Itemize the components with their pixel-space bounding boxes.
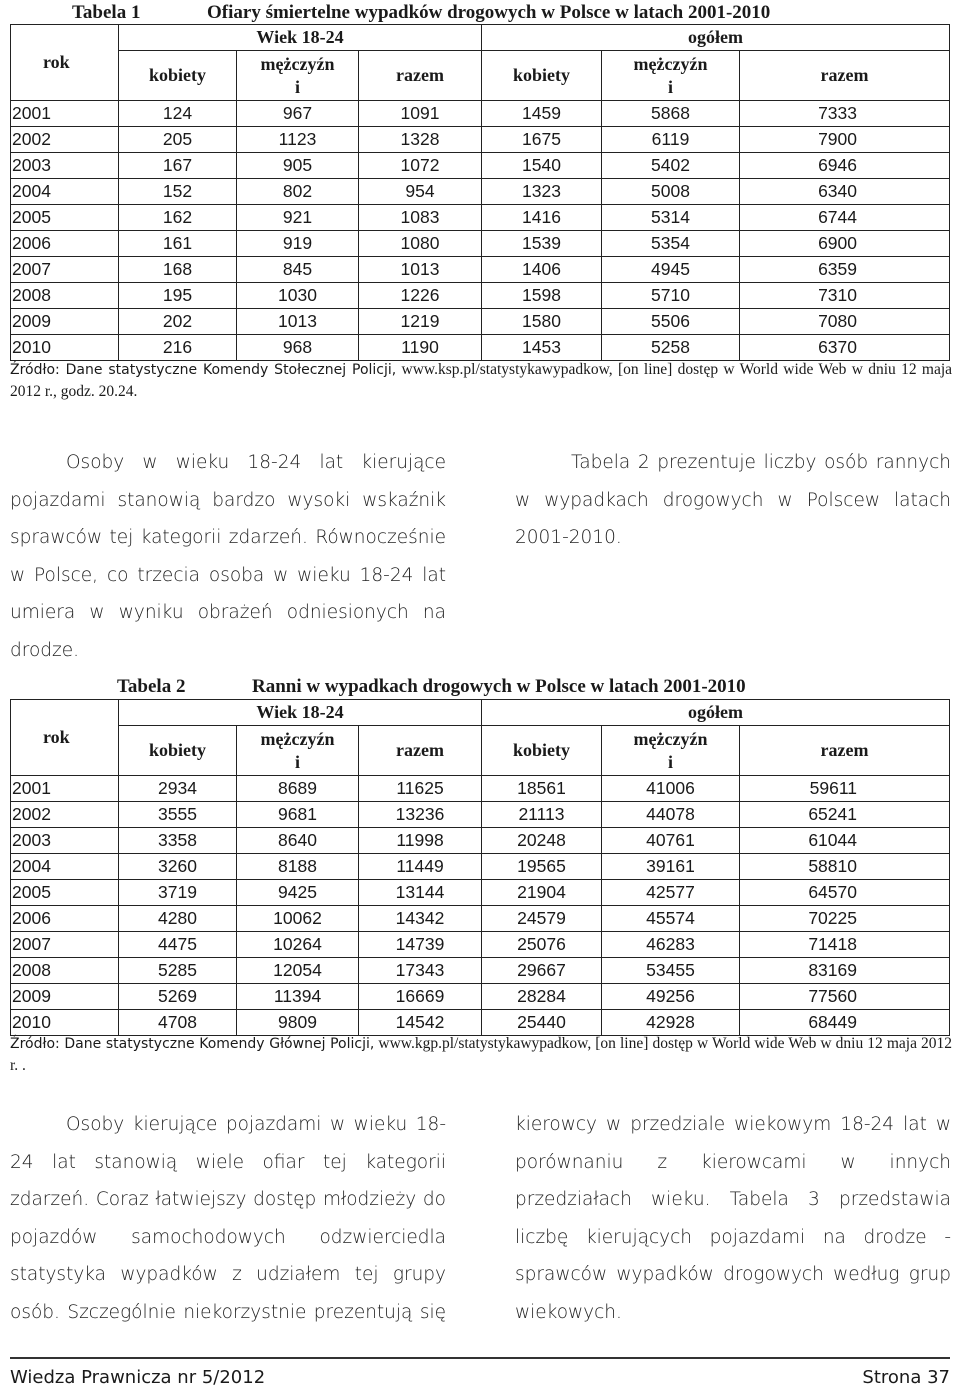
table1-title: Ofiary śmiertelne wypadków drogowych w Polsce w latach 2001-2010 — [207, 2, 771, 23]
table-cell: 10264 — [237, 932, 359, 958]
table-cell: 64570 — [740, 880, 950, 906]
col-kobiety: kobiety — [119, 51, 237, 101]
table-cell: 41006 — [602, 776, 740, 802]
table-cell: 21904 — [482, 880, 602, 906]
table-cell: 70225 — [740, 906, 950, 932]
table-cell: 14542 — [359, 1010, 482, 1036]
table-cell: 39161 — [602, 854, 740, 880]
table-cell: 6946 — [740, 153, 950, 179]
table-cell: 5258 — [602, 335, 740, 361]
table-cell: 205 — [119, 127, 237, 153]
table-cell: 44078 — [602, 802, 740, 828]
table-cell: 1030 — [237, 283, 359, 309]
col-mezczyzni: mężczyźn i — [602, 51, 740, 101]
table-cell: 1219 — [359, 309, 482, 335]
row-year: 2004 — [11, 179, 119, 205]
table-row — [11, 153, 950, 179]
col-mezczyzni: mężczyźn i — [237, 726, 359, 776]
table-row — [11, 932, 950, 958]
table-cell: 77560 — [740, 984, 950, 1010]
table-cell: 3719 — [119, 880, 237, 906]
table2 — [10, 699, 950, 1036]
table-cell: 1540 — [482, 153, 602, 179]
table-cell: 216 — [119, 335, 237, 361]
table-cell: 12054 — [237, 958, 359, 984]
table-cell: 1013 — [237, 309, 359, 335]
col-mezczyzni: mężczyźn i — [602, 726, 740, 776]
table-cell: 4708 — [119, 1010, 237, 1036]
table-cell: 921 — [237, 205, 359, 231]
table1 — [10, 24, 950, 361]
row-year: 2004 — [11, 854, 119, 880]
row-year: 2005 — [11, 205, 119, 231]
table-cell: 59611 — [740, 776, 950, 802]
table-cell: 162 — [119, 205, 237, 231]
table-cell: 46283 — [602, 932, 740, 958]
col-razem: razem — [740, 51, 950, 101]
table-cell: 16669 — [359, 984, 482, 1010]
table-cell: 14342 — [359, 906, 482, 932]
row-year: 2008 — [11, 283, 119, 309]
table-cell: 4475 — [119, 932, 237, 958]
table-cell: 1091 — [359, 101, 482, 127]
table-cell: 919 — [237, 231, 359, 257]
row-year: 2007 — [11, 257, 119, 283]
table-cell: 1013 — [359, 257, 482, 283]
table-cell: 5008 — [602, 179, 740, 205]
table-cell: 6340 — [740, 179, 950, 205]
table-cell: 5506 — [602, 309, 740, 335]
table-cell: 6359 — [740, 257, 950, 283]
table-row — [11, 906, 950, 932]
row-year: 2010 — [11, 1010, 119, 1036]
table-cell: 11449 — [359, 854, 482, 880]
table-cell: 4945 — [602, 257, 740, 283]
table-cell: 6744 — [740, 205, 950, 231]
row-year: 2003 — [11, 153, 119, 179]
table-cell: 5269 — [119, 984, 237, 1010]
table-row — [11, 101, 950, 127]
row-year: 2003 — [11, 828, 119, 854]
table-cell: 5402 — [602, 153, 740, 179]
table-cell: 24579 — [482, 906, 602, 932]
row-year: 2006 — [11, 906, 119, 932]
table-cell: 1226 — [359, 283, 482, 309]
table-cell: 71418 — [740, 932, 950, 958]
table-cell: 9425 — [237, 880, 359, 906]
table-cell: 13236 — [359, 802, 482, 828]
col-rok: rok — [11, 25, 119, 101]
table-cell: 7333 — [740, 101, 950, 127]
table-row — [11, 127, 950, 153]
table-cell: 2934 — [119, 776, 237, 802]
table-cell: 1416 — [482, 205, 602, 231]
table-row — [11, 802, 950, 828]
table-cell: 1323 — [482, 179, 602, 205]
col-kobiety: kobiety — [482, 51, 602, 101]
table-cell: 3358 — [119, 828, 237, 854]
table-row — [11, 309, 950, 335]
col-kobiety: kobiety — [482, 726, 602, 776]
table-cell: 9809 — [237, 1010, 359, 1036]
table-cell: 13144 — [359, 880, 482, 906]
table-cell: 5285 — [119, 958, 237, 984]
table-cell: 5868 — [602, 101, 740, 127]
table-cell: 7080 — [740, 309, 950, 335]
table-cell: 58810 — [740, 854, 950, 880]
table-row — [11, 335, 950, 361]
table-cell: 1459 — [482, 101, 602, 127]
table-cell: 3555 — [119, 802, 237, 828]
table-cell: 65241 — [740, 802, 950, 828]
table-cell: 1453 — [482, 335, 602, 361]
table-cell: 5710 — [602, 283, 740, 309]
table-cell: 42577 — [602, 880, 740, 906]
table-cell: 40761 — [602, 828, 740, 854]
row-year: 2001 — [11, 101, 119, 127]
row-year: 2010 — [11, 335, 119, 361]
table-row — [11, 205, 950, 231]
table-row — [11, 776, 950, 802]
table-row — [11, 179, 950, 205]
footer-page: Strona 37 — [862, 1367, 950, 1388]
group-wiek: Wiek 18-24 — [119, 700, 482, 726]
table-cell: 25440 — [482, 1010, 602, 1036]
table-cell: 6900 — [740, 231, 950, 257]
table-cell: 954 — [359, 179, 482, 205]
table-cell: 6119 — [602, 127, 740, 153]
row-year: 2006 — [11, 231, 119, 257]
table-row — [11, 283, 950, 309]
table-cell: 9681 — [237, 802, 359, 828]
table-cell: 1080 — [359, 231, 482, 257]
table-cell: 8689 — [237, 776, 359, 802]
table-cell: 124 — [119, 101, 237, 127]
table-cell: 11998 — [359, 828, 482, 854]
table-cell: 42928 — [602, 1010, 740, 1036]
para1-left: Osoby w wieku 18-24 lat kierujące pojazdami stanowią bardzo wysoki wskaźnik sprawców tej kategorii zdarzeń. Równocześnie w Polsce, co trzecia osoba w wieku 18-24 lat umiera w wyniku obrażeń odniesionych na drodze. — [10, 452, 446, 661]
table-cell: 152 — [119, 179, 237, 205]
row-year: 2001 — [11, 776, 119, 802]
table-cell: 802 — [237, 179, 359, 205]
table-cell: 1083 — [359, 205, 482, 231]
table-row — [11, 880, 950, 906]
table-row — [11, 1010, 950, 1036]
table-cell: 167 — [119, 153, 237, 179]
col-mezczyzni: mężczyźn i — [237, 51, 359, 101]
table-cell: 168 — [119, 257, 237, 283]
table-cell: 161 — [119, 231, 237, 257]
table-cell: 1539 — [482, 231, 602, 257]
row-year: 2009 — [11, 984, 119, 1010]
table-cell: 61044 — [740, 828, 950, 854]
table-cell: 10062 — [237, 906, 359, 932]
table-cell: 5314 — [602, 205, 740, 231]
table-cell: 1598 — [482, 283, 602, 309]
table-cell: 1406 — [482, 257, 602, 283]
table-cell: 14739 — [359, 932, 482, 958]
table-cell: 7900 — [740, 127, 950, 153]
para2-left: Osoby kierujące pojazdami w wieku 18-24 lat stanowią wiele ofiar tej kategorii zdarzeń. Coraz łatwiejszy dostęp młodzieży do pojazdów samochodowych odzwierciedla statystyka wypadków z udziałem tej grupy osób. Szczególnie niekorzystnie prezentują się — [10, 1114, 446, 1323]
table-row — [11, 854, 950, 880]
table-cell: 18561 — [482, 776, 602, 802]
table-cell: 83169 — [740, 958, 950, 984]
table-cell: 1072 — [359, 153, 482, 179]
col-razem: razem — [359, 51, 482, 101]
table-cell: 68449 — [740, 1010, 950, 1036]
table-cell: 1580 — [482, 309, 602, 335]
group-wiek: Wiek 18-24 — [119, 25, 482, 51]
col-razem: razem — [359, 726, 482, 776]
table-cell: 195 — [119, 283, 237, 309]
table-cell: 45574 — [602, 906, 740, 932]
table-cell: 967 — [237, 101, 359, 127]
row-year: 2008 — [11, 958, 119, 984]
table-cell: 4280 — [119, 906, 237, 932]
table-cell: 28284 — [482, 984, 602, 1010]
table-row — [11, 958, 950, 984]
table-cell: 29667 — [482, 958, 602, 984]
table-cell: 21113 — [482, 802, 602, 828]
table-cell: 1328 — [359, 127, 482, 153]
table-cell: 6370 — [740, 335, 950, 361]
page-footer — [10, 1357, 950, 1388]
group-ogolem: ogółem — [482, 700, 950, 726]
group-ogolem: ogółem — [482, 25, 950, 51]
row-year: 2007 — [11, 932, 119, 958]
table2-title: Ranni w wypadkach drogowych w Polsce w latach 2001-2010 — [252, 676, 746, 697]
table-cell: 1123 — [237, 127, 359, 153]
table-row — [11, 984, 950, 1010]
table-cell: 8188 — [237, 854, 359, 880]
col-kobiety: kobiety — [119, 726, 237, 776]
col-rok: rok — [11, 700, 119, 776]
table2-source: Źródło: Dane statystyczne Komendy Głównej Policji, www.kgp.pl/statystykawypadkow, [on line] dostęp w World wide Web w dniu 12 maja 2012 r. . — [10, 1035, 953, 1074]
table2-label: Tabela 2 — [117, 676, 186, 697]
table1-label: Tabela 1 — [72, 2, 141, 23]
col-razem: razem — [740, 726, 950, 776]
row-year: 2009 — [11, 309, 119, 335]
row-year: 2005 — [11, 880, 119, 906]
footer-journal: Wiedza Prawnicza nr 5/2012 — [10, 1367, 266, 1388]
para1-right: Tabela 2 prezentuje liczby osób rannych w wypadkach drogowych w Polscew latach 2001-2010. — [515, 452, 951, 548]
table-cell: 8640 — [237, 828, 359, 854]
table1-source: Źródło: Dane statystyczne Komendy Stołecznej Policji, www.ksp.pl/statystykawypadkow, [on line] dostęp w World wide Web w dniu 12 maja 2012 r., godz. 20.24. — [10, 361, 953, 400]
table-cell: 905 — [237, 153, 359, 179]
table-cell: 1675 — [482, 127, 602, 153]
table-cell: 20248 — [482, 828, 602, 854]
table-cell: 53455 — [602, 958, 740, 984]
table-cell: 7310 — [740, 283, 950, 309]
row-year: 2002 — [11, 127, 119, 153]
table1-caption — [72, 2, 770, 24]
table-cell: 25076 — [482, 932, 602, 958]
row-year: 2002 — [11, 802, 119, 828]
table-cell: 202 — [119, 309, 237, 335]
table-cell: 968 — [237, 335, 359, 361]
table-cell: 845 — [237, 257, 359, 283]
table-cell: 5354 — [602, 231, 740, 257]
table-cell: 19565 — [482, 854, 602, 880]
table-row — [11, 231, 950, 257]
table-cell: 11394 — [237, 984, 359, 1010]
table2-caption — [117, 676, 746, 698]
table-cell: 11625 — [359, 776, 482, 802]
table-cell: 3260 — [119, 854, 237, 880]
table-cell: 49256 — [602, 984, 740, 1010]
table-cell: 1190 — [359, 335, 482, 361]
table-cell: 17343 — [359, 958, 482, 984]
table-row — [11, 828, 950, 854]
table-row — [11, 257, 950, 283]
para2-right: kierowcy w przedziale wiekowym 18-24 lat w porównaniu z kierowcami w innych przedziałach wieku. Tabela 3 przedstawia liczbę kierujących pojazdami na drodze - sprawców wypadków drogowych według grup wiekowych. — [515, 1114, 951, 1323]
